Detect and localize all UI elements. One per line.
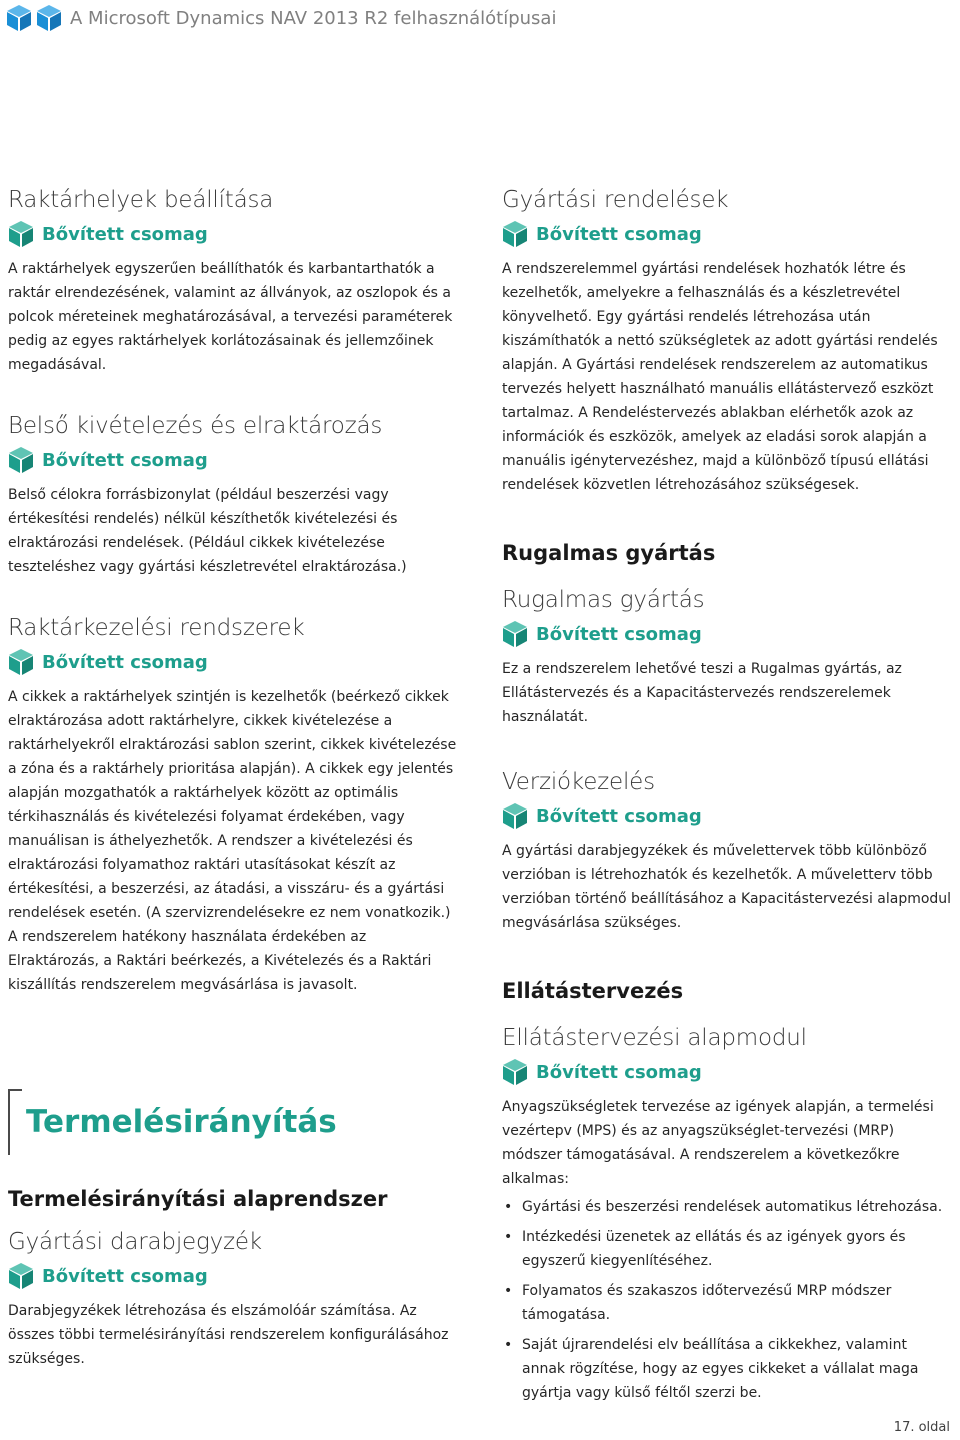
feature-badge [8,1261,460,1291]
feature-badge [8,445,460,475]
package-icon [502,220,528,248]
feature-badge [502,619,954,649]
section-title: Rugalmas gyártás [502,587,705,613]
section-title: Verziókezelés [502,769,655,795]
section-text: Belső célokra forrásbizonylat (például beszerzési vagy értékesítési rendelés) nélkül készíthetők kivételezési és elraktározási rendelések. (Például cikkek kivételezése teszteléshez vagy gyártási készletrevétel elraktározása.) [8,487,407,575]
feature-badge [8,647,460,677]
chapter-marker [8,1089,22,1155]
section-title: Belső kivételezés és elraktározás [8,413,383,439]
section-text: A gyártási darabjegyzékek és művelettervek több különböző verzióban is létrehozhatók és kezelhetők. A műveletterv több verzióban történő beállításához a Kapacitástervezési alapmodul megvásárlása szükséges. [502,843,952,931]
section-text: A raktárhelyek egyszerűen beállíthatók és karbantarthatók a raktár elrendezésének, valamint az állványok, az oszlopok és a polcok méreteinek meghatározásával, a tervezési paraméterek pedig az egyes raktárhelyek korlátozásainak és jellemzőinek megadásával. [8,261,453,373]
section-text: A cikkek a raktárhelyek szintjén is kezelhetők (beérkező cikkek elraktározása adott raktárhelyre, cikkek kivételezése a raktárhelyekről elraktározási sablon szerint, cikkek kivételezése a zóna és a raktárhely prioritása alapján). A cikkek egy jelentés alapján mozgathatók a raktárhelyek között az optimális térkihasználás és kivételezési folyamat érdekében, vagy manuálisan is áthelyezhetők. A rendszer a kivételezési és elraktározási folyamathoz raktári utasításokat készít az értékesítési, a beszerzési, az átadási, a visszáru- és a gyártási rendelések esetén. (A szervizrendelésekre ez nem vonatkozik.) A rendszerelem hatékony használata érdekében az Elraktározás, a Raktári beérkezés, a Kivételezés és a Raktári kiszállítás rendszerelem megvásárlása is javasolt. [8,689,457,993]
chapter-heading [8,1089,460,1155]
section-text: Darabjegyzékek létrehozása és elszámolóár számítása. Az összes többi termelésirányítási rendszerelem konfigurálásához szükséges. [8,1303,449,1367]
feature-badge [502,219,954,249]
left-column [8,185,460,1371]
list-item: • Folyamatos és szakaszos időtervezésű MRP módszer támogatása. [502,1279,954,1327]
package-icon [502,620,528,648]
section-text: Anyagszükségletek tervezése az igények alapján, a termelési vezértерv (MPS) és az anyagszükséglet-tervezési (MRP) módszer támogatásával. A rendszerelem a következőkre alkalmas: [502,1099,934,1187]
package-icon [502,1058,528,1086]
section-text: A rendszerelemmel gyártási rendelések hozhatók létre és kezelhetők, amelyekre a felhasználás és a készletrevétel könyvelhető. Egy gyártási rendelés létrehozása után kiszámíthatók a nettó szükségletek az adott gyártási rendelés alapján. A Gyártási rendelések rendszerelem az automatikus tervezés helyett használható manuális ellátástervező eszközt tartalmaz. A Rendeléstervezés ablakban elérhetők azok az információk és eszközök, amelyek az eladási sorok alapján a manuális igénytervezéshez, majd a különböző típusú ellátási rendelések közvetlen létrehozásához szükségesek. [502,261,938,493]
section-title: Raktárkezelési rendszerek [8,615,305,641]
package-icon [8,1262,34,1290]
list-item: • Gyártási és beszerzési rendelések automatikus létrehozása. [502,1195,954,1219]
package-icon [36,4,62,32]
feature-label: Bővített csomag [536,223,702,245]
section-title: Gyártási rendelések [502,187,729,213]
right-column [502,185,954,1411]
bullet-list [502,1195,954,1405]
feature-badge [502,801,954,831]
package-icon [502,802,528,830]
feature-label: Bővített csomag [42,651,208,673]
feature-label: Bővített csomag [536,805,702,827]
section-title: Raktárhelyek beállítása [8,187,274,213]
feature-label: Bővített csomag [536,623,702,645]
sub-heading: Rugalmas gyártás [502,541,716,565]
list-item: • Intézkedési üzenetek az ellátás és az igények gyors és egyszerű kiegyenlítéséhez. [502,1225,954,1273]
page-header [0,0,960,40]
section-text: Ez a rendszerelem lehetővé teszi a Rugalmas gyártás, az Ellátástervezés és a Kapacitástervezés rendszerelemek használatát. [502,661,902,725]
page-number: 17. oldal [893,1420,950,1435]
feature-label: Bővített csomag [42,223,208,245]
feature-badge [8,219,460,249]
header-logo [6,4,62,32]
list-item: • Saját újrarendelési elv beállítása a cikkekhez, valamint annak rögzítése, hogy az egyes cikkeket a vállalat maga gyártja vagy külső féltől szerzi be. [502,1333,954,1405]
chapter-title: Termelésirányítás [26,1104,337,1140]
package-icon [8,446,34,474]
package-icon [6,4,32,32]
sub-heading: Termelésirányítási alaprendszer [8,1187,388,1211]
section-title: Ellátástervezési alapmodul [502,1025,807,1051]
feature-label: Bővített csomag [42,449,208,471]
feature-badge [502,1057,954,1087]
document-title: A Microsoft Dynamics NAV 2013 R2 felhasználótípusai [70,8,557,29]
sub-heading: Ellátástervezés [502,979,684,1003]
feature-label: Bővített csomag [536,1061,702,1083]
feature-label: Bővített csomag [42,1265,208,1287]
section-title: Gyártási darabjegyzék [8,1229,262,1255]
package-icon [8,648,34,676]
package-icon [8,220,34,248]
